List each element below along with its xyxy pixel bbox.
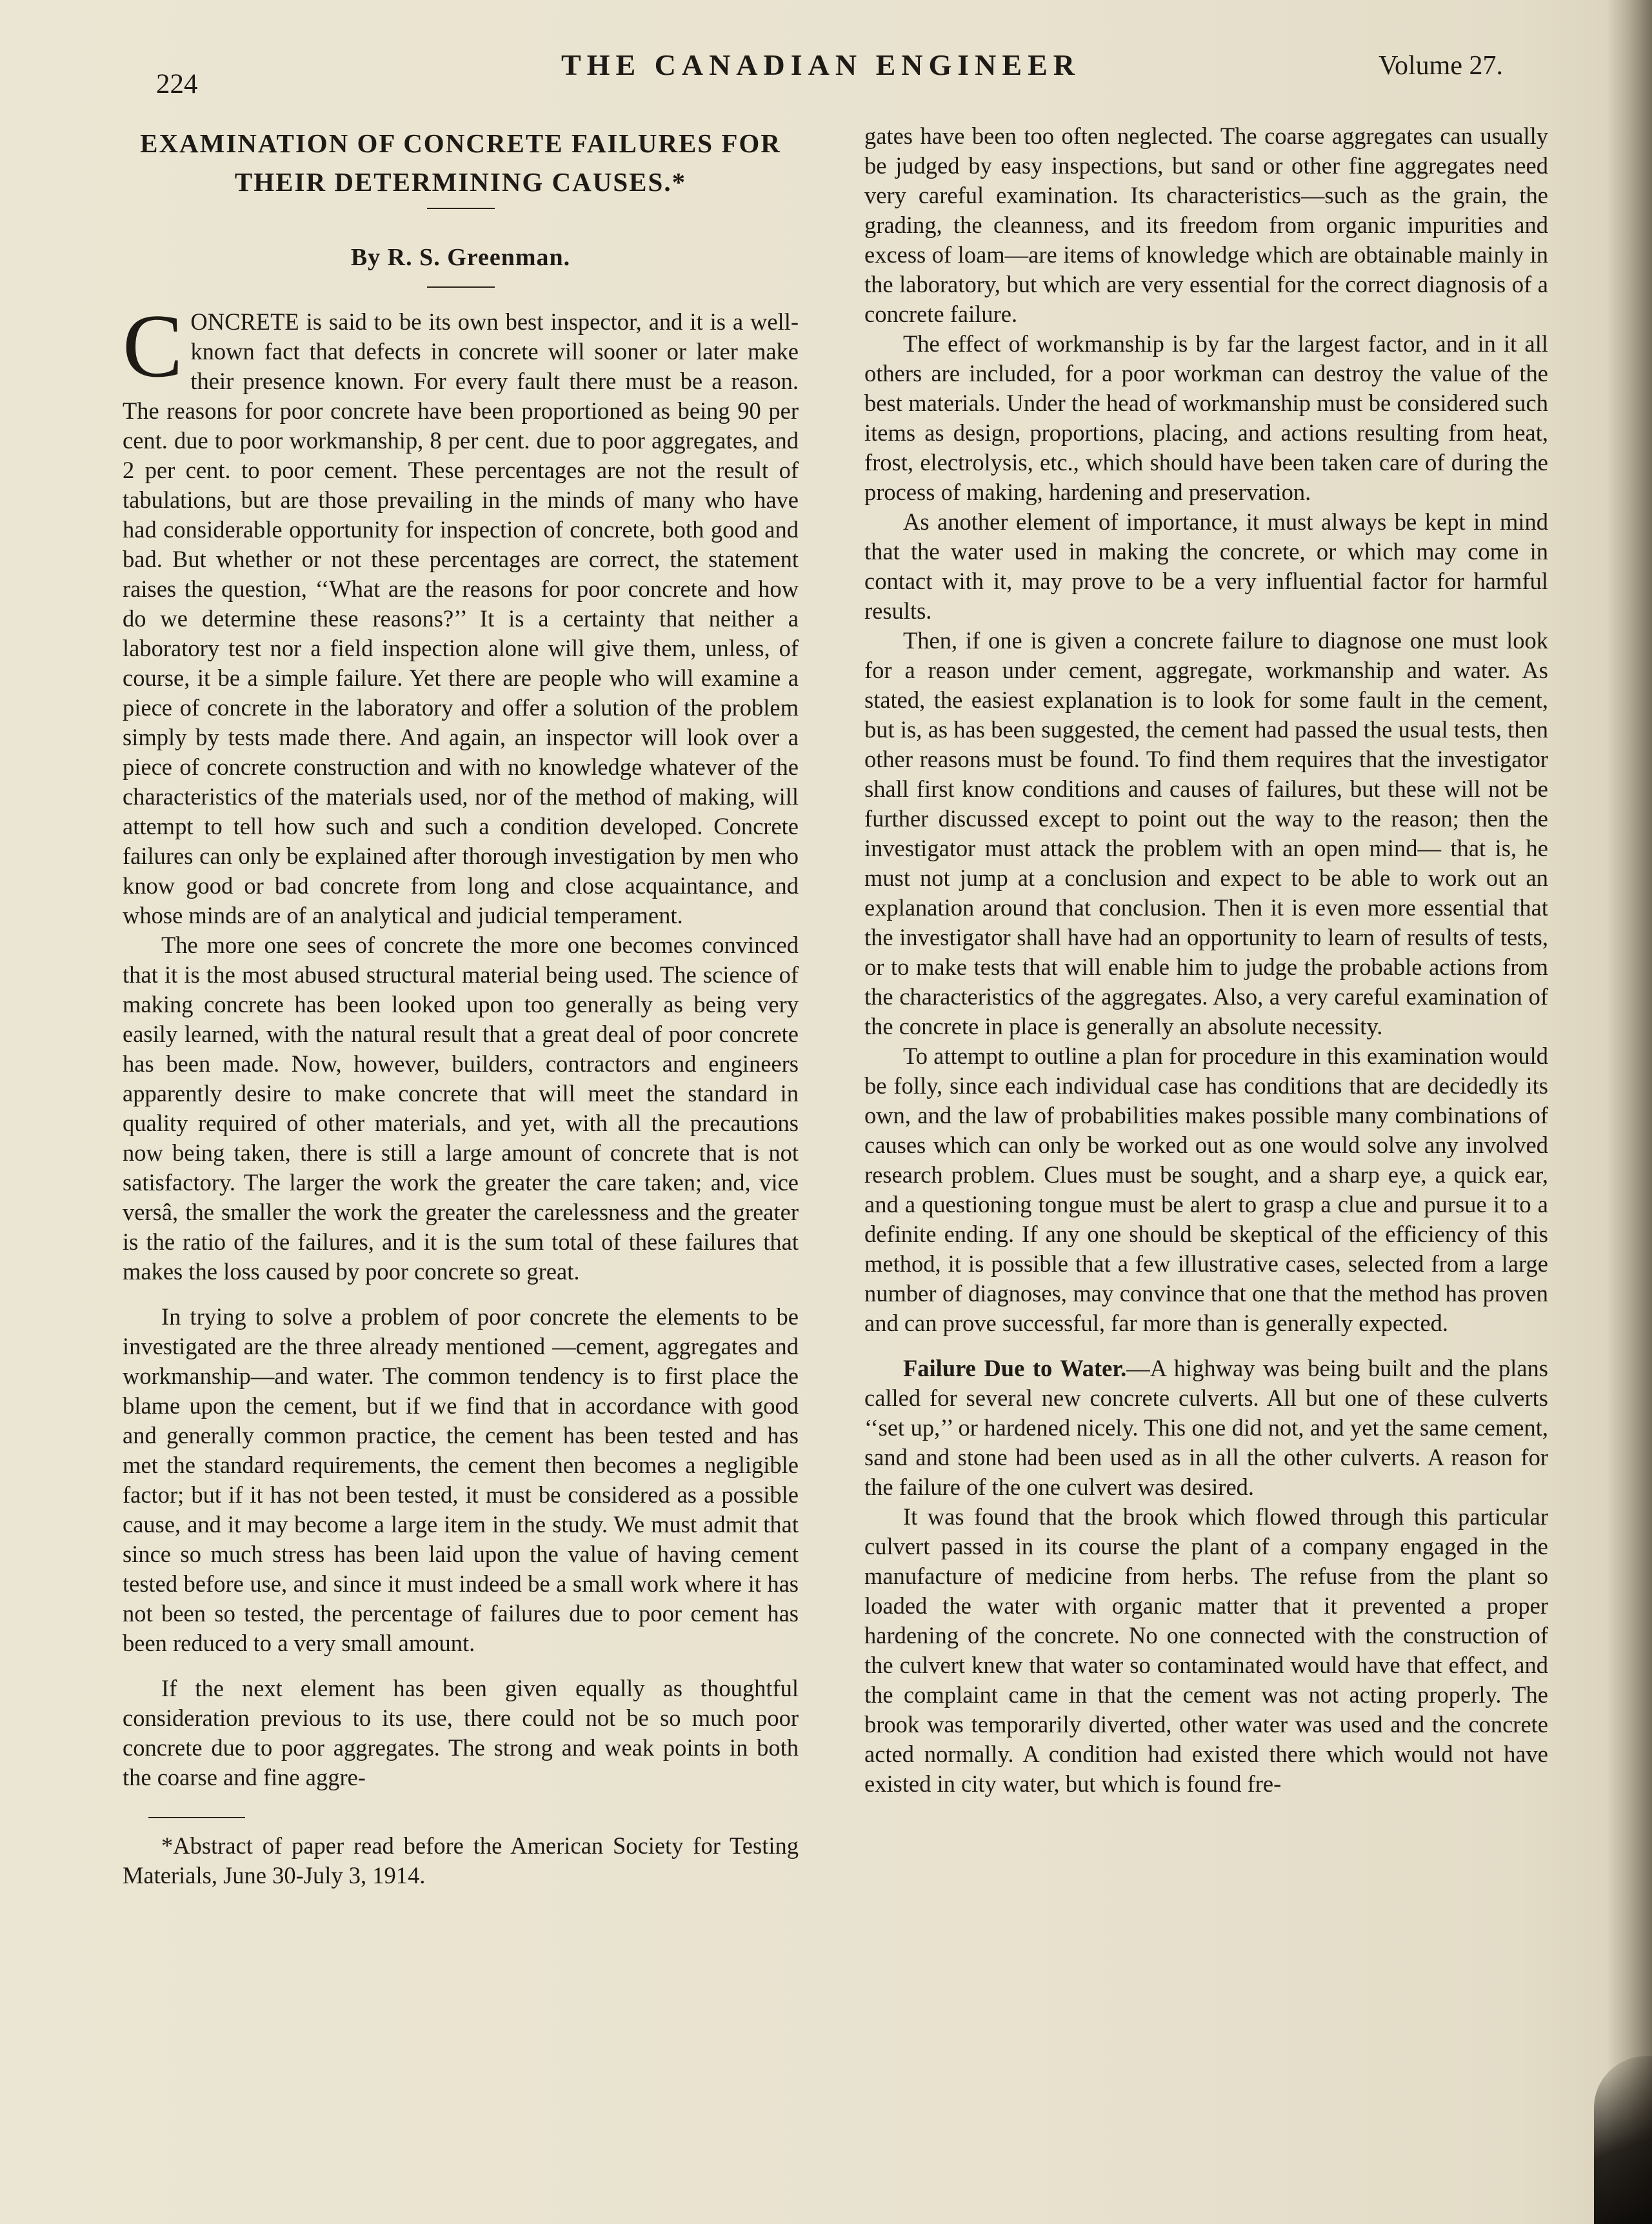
page-edge-shadow [1607,0,1652,2224]
paragraph: gates have been too often neglected. The coarse aggregates can usually be judged by easy inspections, but sand or other fine aggregates need very careful examination. Its characteristics—such as the grain, the grading, the cleanness, and its freedom from organic impurities and excess of loam—are items of knowledge which are obtainable mainly in the laboratory, but which are very essential for the correct diagnosis of a concrete failure. [864,123,1548,327]
article-byline: By R. S. Greenman. [350,244,571,271]
paragraph: The more one sees of concrete the more one becomes convinced that it is the most abused structural material being used. The science of making concrete has been looked upon too generally as being very easily learned, with the natural result that a great deal of poor concrete has been made. Now, however, builders, contractors and engineers apparently desire to make concrete that will meet the standard in quality required of other materials, and yet, with all the precautions now being taken, there is still a large amount of concrete that is not satisfactory. The larger the work the greater the care taken; and, vice versâ, the smaller the work the greater the carelessness and the greater is the ratio of the failures, and it is the sum total of these failures that makes the loss caused by poor concrete so great. [123,932,799,1285]
paragraph [123,296,799,930]
title-rule [427,208,495,209]
page-number: 224 [156,69,198,99]
byline-rule [427,286,495,288]
volume-label: Volume 27. [1378,51,1503,81]
paragraph: To attempt to outline a plan for procedure in this examination would be folly, since each individual case has conditions that are decidedly its own, and the law of probabilities makes possible many combinations of causes which can only be worked out as one would solve any involved research problem. Clues must be sought, and a sharp eye, a quick ear, and a questioning tongue must be alert to grasp a clue and pursue it to a definite ending. If any one should be skeptical of the efficiency of this method, it is possible that a few illustrative cases, selected from a large number of diagnoses, may convince that one that the method has proven and can prove successful, far more than is generally expected. [864,1043,1548,1336]
journal-title: THE CANADIAN ENGINEER [561,48,1080,81]
paragraph-text: ONCRETE is said to be its own best inspector, and it is a well-known fact that defects in concrete will sooner or later make their presence known. For every fault there must be a reason. The reasons for poor concrete have been proportioned as being 90 per cent. due to poor workmanship, 8 per cent. due to poor aggregates, and 2 per cent. to poor cement. These percentages are not the result of tabulations, but are those prevailing in the minds of many who have had considerable opportunity for inspection of concrete, both good and bad. But whether or not these percentages are correct, the statement raises the question, ‘‘What are the reasons for poor concrete and how do we determine these reasons?’’ It is a certainty that neither a laboratory test nor a field inspection alone will give them, unless, of course, it be a simple failure. Yet there are people who will examine a piece of concrete in the laboratory and offer a solution of the problem simply by tests made there. And again, an inspector will look over a piece of concrete construction and with no knowledge whatever of the characteristics of the materials used, nor of the method of making, will attempt to tell how such and such a condition developed. Concrete failures can only be explained after thorough investigation by men who know good or bad concrete from long and close acquaintance, and whose minds are of an analytical and judicial temperament. [123,308,799,928]
paragraph [864,1354,1548,1502]
footnote-rule [148,1817,245,1818]
article-title-line2: THEIR DETERMINING CAUSES.* [234,167,687,197]
paragraph-gap [123,1287,799,1302]
paragraph: In trying to solve a problem of poor concrete the elements to be investigated are the three already mentioned —cement, aggregates and workmanship—and water. The common tendency is to first place the blame upon the cement, but if we find that in accordance with good and generally common practice, the cement has been tested and has met the standard requirements, the cement then becomes a negligible factor; but if it has not been tested, it must be considered as a possible cause, and it may become a large item in the study. We must admit that since so much stress has been laid upon the value of having cement tested before use, and since it must indeed be a small work where it has not been so tested, the percentage of failures due to poor cement has been reduced to a very small amount. [123,1303,799,1656]
paragraph: If the next element has been given equally as thoughtful consideration previous to its use, there could not be so much poor concrete due to poor aggregates. The strong and weak points in both the coarse and fine aggre- [123,1675,799,1790]
footnote: *Abstract of paper read before the American Society for Testing Materials, June 30-July 3, 1914. [123,1832,799,1888]
section-sidehead: Failure Due to Water. [903,1355,1127,1381]
paragraph-text: —A highway was being built and the plans called for several new concrete culverts. All but one of these culverts ‘‘set up,’’ or hardened nicely. This one did not, and yet the same cement, sand and stone had been used as in all the other culverts. A reason for the failure of the one culvert was desired. [864,1355,1548,1500]
paragraph: It was found that the brook which flowed through this particular culvert passed in its course the plant of a company engaged in the manufacture of medicine from herbs. The refuse from the plant so loaded the water with organic matter that it prevented a proper hardening of the concrete. No one connected with the construction of the culvert knew that water so contaminated would have that effect, and the complaint came in that the cement was not acting properly. The brook was temporarily diverted, other water was used and the concrete acted normally. A condition had existed there which would not have existed in city water, but which is found fre- [864,1503,1548,1797]
right-column [864,121,1548,1799]
article-title-line1: EXAMINATION OF CONCRETE FAILURES FOR [140,128,781,158]
left-column [123,121,799,1890]
paragraph: As another element of importance, it must always be kept in mind that the water used in making the concrete, or which may come in contact with it, may prove to be a very influential factor for harmful results. [864,508,1548,624]
paragraph: Then, if one is given a concrete failure to diagnose one must look for a reason under cement, aggregate, workmanship and water. As stated, the easiest explanation is to look for some fault in the cement, but is, as has been suggested, the cement had passed the usual tests, then other reasons must be found. To find them requires that the investigator shall first know conditions and causes of failures, but these will not be further discussed except to point out the way to the reason; then the investigator must attack the problem with an open mind— that is, he must not jump at a conclusion and expect to be able to work out an explanation around that conclusion. Then it is even more essential that the investigator shall have had an opportunity to learn of results of tests, or to make tests that will enable him to judge the probable actions from the characteristics of the aggregates. Also, a very careful examination of the concrete in place is generally an absolute necessity. [864,627,1548,1039]
drop-cap: C [123,296,183,396]
paragraph: The effect of workmanship is by far the largest factor, and in it all others are included, for a poor workman can destroy the value of the best materials. Under the head of workmanship must be considered such items as design, proportions, placing, and actions resulting from heat, frost, electrolysis, etc., which should have been taken care of during the process of making, hardening and preservation. [864,330,1548,505]
page-corner-shadow [1594,2056,1652,2224]
paragraph-gap [123,1658,799,1674]
paragraph-gap [864,1338,1548,1354]
running-header [123,45,1516,97]
